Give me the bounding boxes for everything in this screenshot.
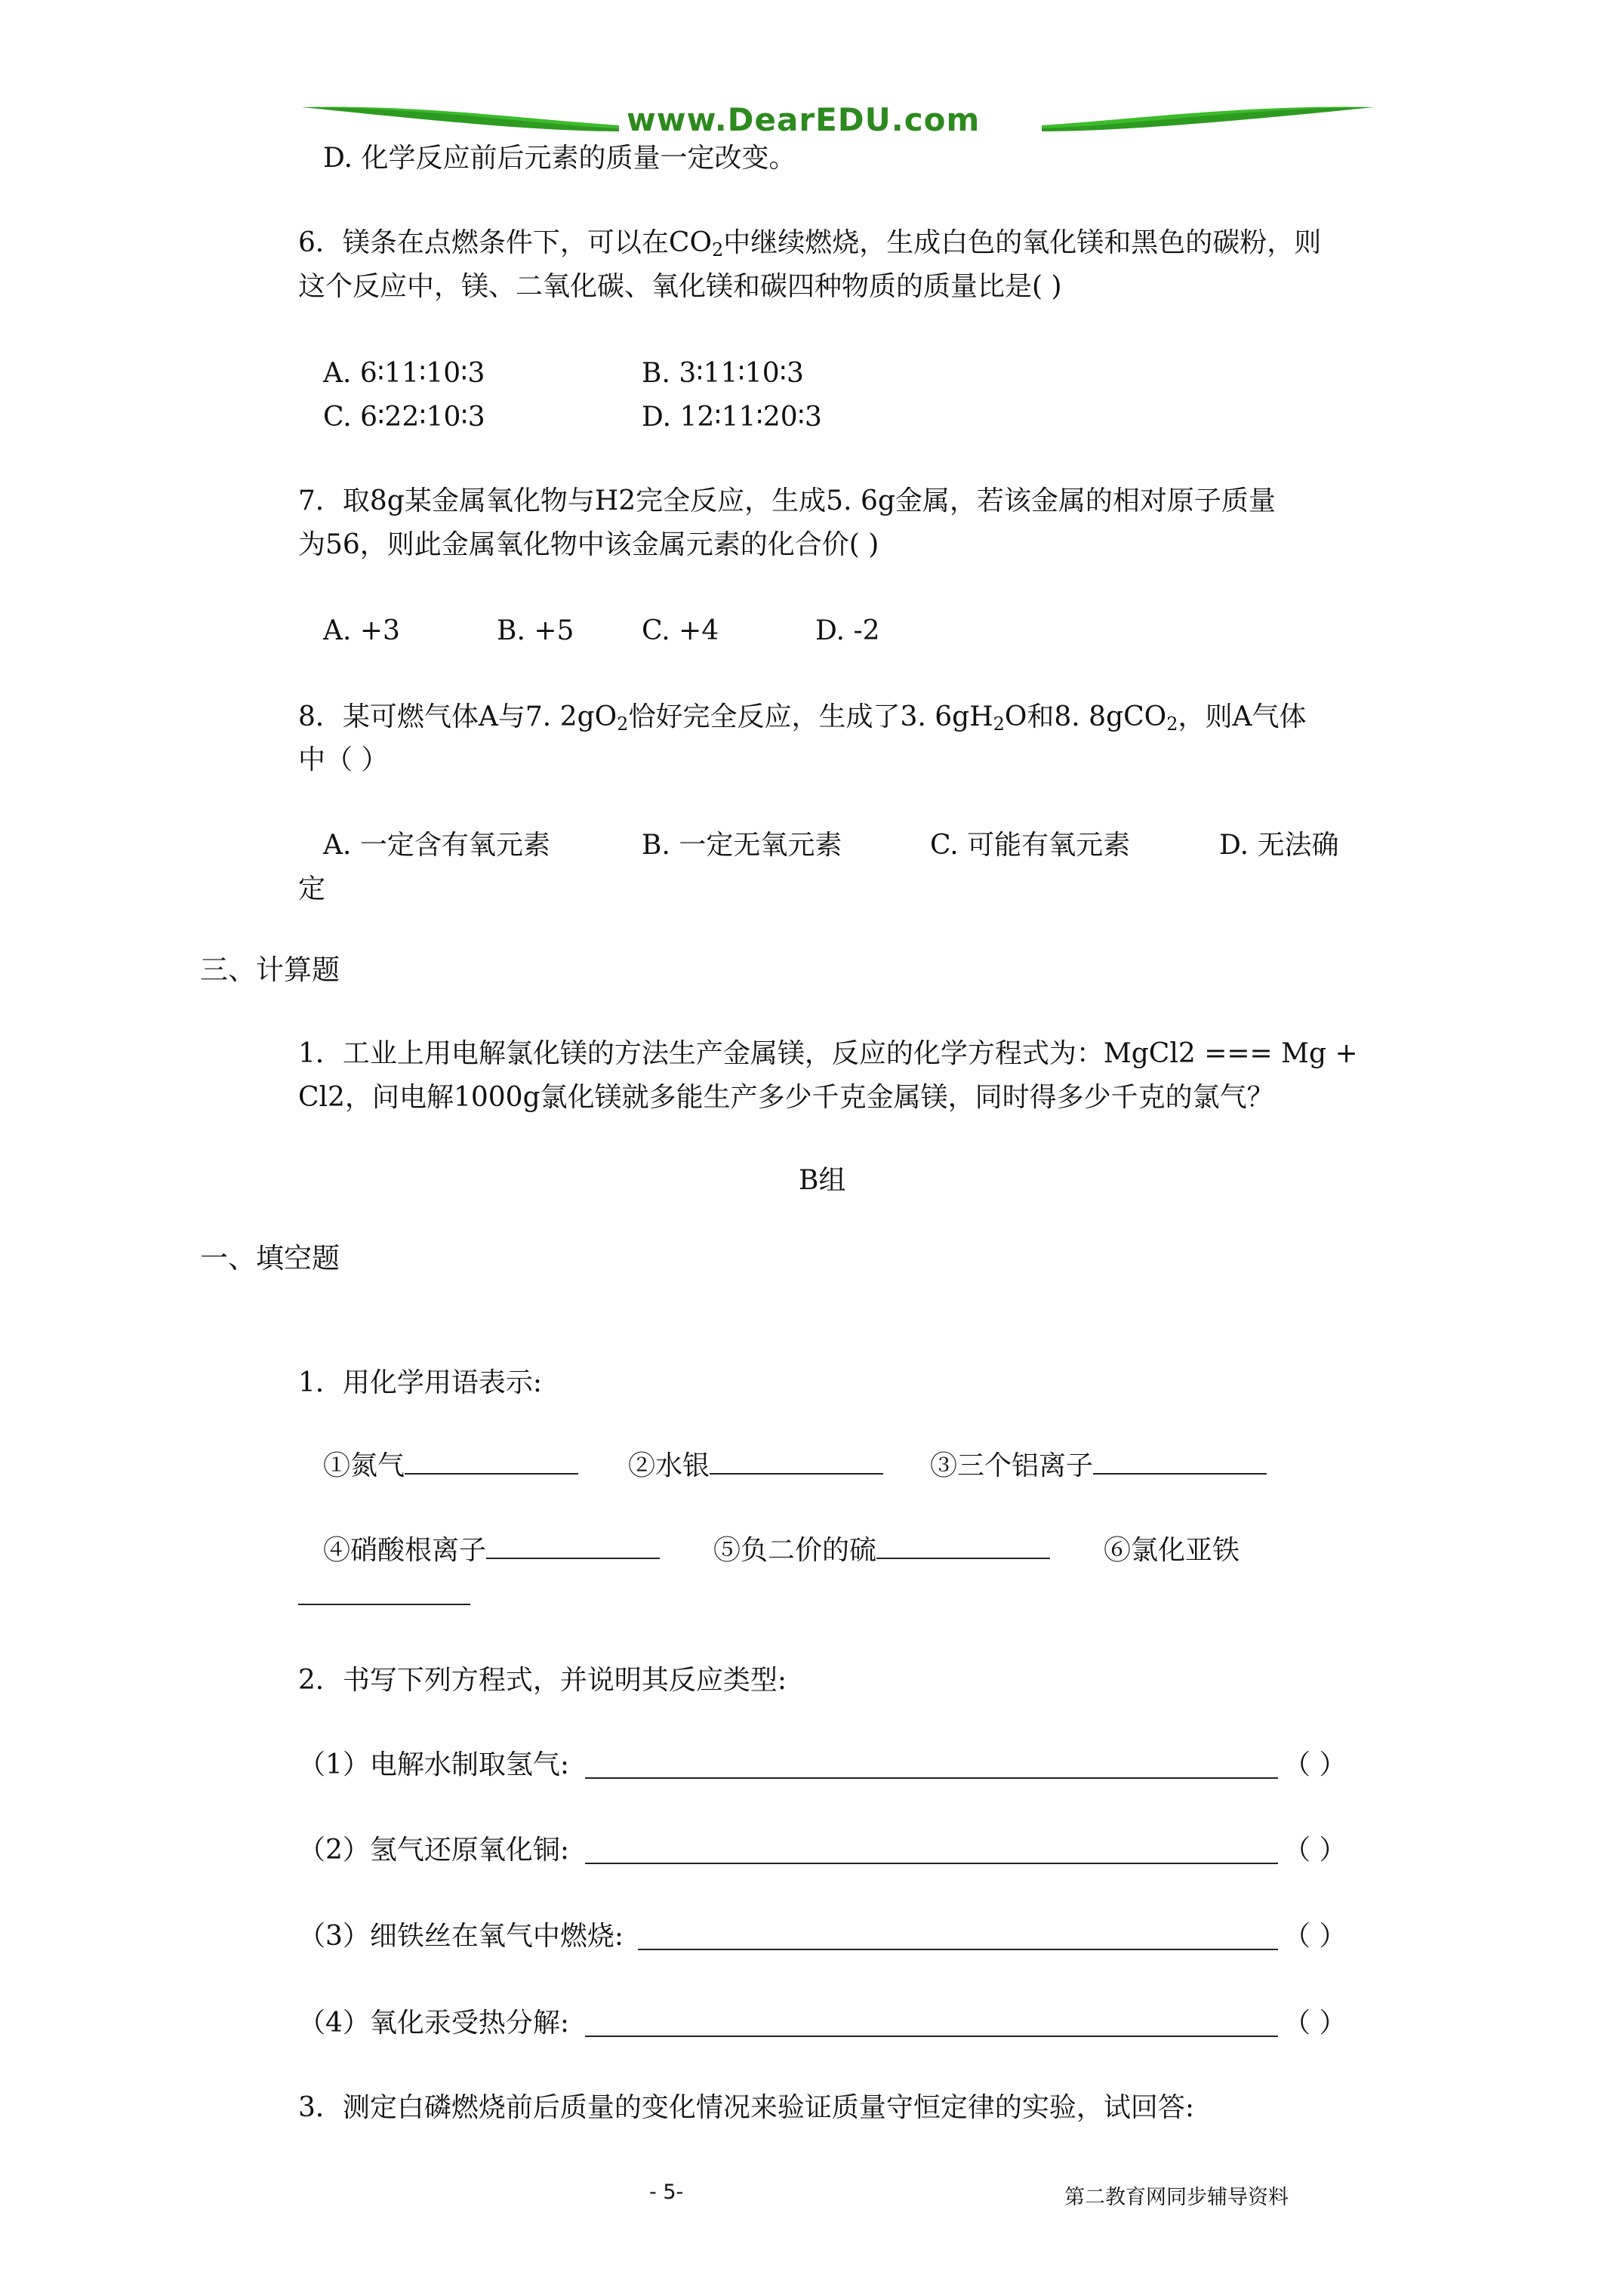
calc1-line-1: 1．工业上用电解氯化镁的方法生产金属镁，反应的化学方程式为：MgCl2 === Mg + [298,1038,1358,1069]
dearedu-logo-text: www.DearEDU.com [627,101,981,138]
q7-option-d: D. -2 [815,615,880,646]
reaction-type-paren: （ ） [1283,1749,1347,1780]
answer-blank[interactable] [876,1552,1050,1559]
answer-line[interactable] [585,2036,1278,2037]
equation-3-label: （3）细铁丝在氧气中燃烧: [298,1921,624,1952]
q7-option-a: A. +3 [323,615,400,646]
answer-blank[interactable] [405,1467,578,1475]
section-calculation-heading: 三、计算题 [200,954,340,986]
fill1-item-aluminum-ions: ③三个铝离子 [930,1450,1267,1483]
answer-line[interactable] [585,1777,1278,1779]
fill1-item-sulfur: ⑤负二价的硫 [713,1534,1050,1567]
answer-blank[interactable] [486,1552,660,1559]
q7-option-c: C. +4 [642,615,719,646]
q8-option-c: C. 可能有氧元素 [930,830,1131,861]
equation-4-label: （4）氧化汞受热分解: [298,2008,570,2039]
equation-1-label: （1）电解水制取氢气: [298,1749,570,1780]
calc1-line-2: Cl2，问电解1000g氯化镁就多能生产多少千克金属镁，同时得多少千克的氯气？ [298,1082,1274,1113]
q6-option-a: A. 6∶11∶10∶3 [323,358,485,389]
answer-line[interactable] [638,1949,1278,1950]
equation-2-label: （2）氢气还原氧化铜: [298,1835,570,1866]
q8-option-a: A. 一定含有氧元素 [323,830,550,861]
answer-line[interactable] [585,1863,1278,1864]
q7-option-b: B. +5 [497,615,574,646]
q6-line-1: 6．镁条在点燃条件下，可以在$CO_2$中继续燃烧，生成白色的氧化镁和黑色的碳粉，则 [298,227,1322,260]
fill3-prompt: 3．测定白磷燃烧前后质量的变化情况来验证质量守恒定律的实验，试回答: [298,2092,1195,2123]
fill1-item-mercury: ②水银 [628,1450,883,1483]
fill1-item-ferrous-chloride: ⑥氯化亚铁 [1104,1535,1240,1566]
q7-line-1: 7．取8g某金属氧化物与H2完全反应，生成5. 6g金属，若该金属的相对原子质量 [298,485,1276,516]
fill1-item-nitrogen: ①氮气 [323,1450,578,1483]
fill1-item-nitrate-ion: ④硝酸根离子 [323,1534,660,1567]
answer-blank[interactable] [298,1604,470,1605]
q8-option-d-wrap: 定 [298,874,326,905]
section-fill-heading: 一、填空题 [200,1242,340,1274]
reaction-type-paren: （ ） [1283,1921,1347,1952]
q6-option-d: D. 12∶11∶20∶3 [642,402,822,433]
q8-line-2: 中（ ） [298,744,389,775]
q6-option-c: C. 6∶22∶10∶3 [323,402,485,433]
page-number: - 5- [649,2180,684,2204]
fill1-prompt: 1．用化学用语表示: [298,1367,543,1398]
q7-line-2: 为56，则此金属氧化物中该金属元素的化合价( ) [298,529,879,560]
reaction-type-paren: （ ） [1283,1835,1347,1866]
q8-line-1: 8．某可燃气体A与7. $2gO_2$恰好完全反应，生成了3. $6gH_2O$和8. 8gCO$_2$，则A气体 [298,701,1307,735]
fill2-prompt: 2．书写下列方程式，并说明其反应类型: [298,1665,787,1696]
footer-note: 第二教育网同步辅导资料 [1064,2186,1289,2209]
answer-blank[interactable] [710,1467,883,1475]
group-b-title: B组 [799,1165,846,1196]
answer-blank[interactable] [1093,1467,1267,1475]
q6-line-2: 这个反应中，镁、二氧化碳、氧化镁和碳四种物质的质量比是( ) [298,271,1062,302]
q5-option-d: D. 化学反应前后元素的质量一定改变。 [323,143,796,174]
q8-option-d: D. 无法确 [1219,830,1339,861]
q8-option-b: B. 一定无氧元素 [642,830,842,861]
q6-option-b: B. 3∶11∶10∶3 [642,358,804,389]
reaction-type-paren: （ ） [1283,2008,1347,2039]
